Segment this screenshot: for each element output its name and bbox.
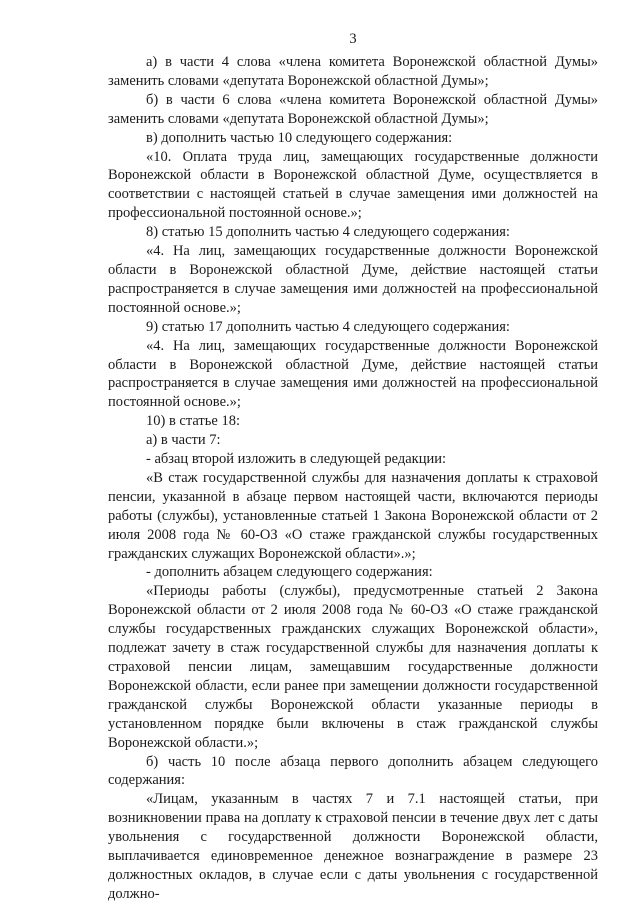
paragraph-quote-reward: «Лицам, указанным в частях 7 и 7.1 настоящей статьи, при возникновении права на доплату к страховой пенсии в течение двух лет с даты увольнения с государственной должности Воронежской области, выплачивается единовременное денежное вознаграждение в размере 23 должностных окладов, в случае если с даты увольнения с государственной должно- [108, 791, 598, 902]
paragraph-item-8: 8) статью 15 дополнить частью 4 следующего содержания: [146, 224, 510, 241]
page-number: 3 [349, 31, 357, 47]
paragraph-quote-art17: «4. На лиц, замещающих государственные должности Воронежской области в Воронежской областной Думе, действие настоящей статьи распространяется в случае замещения ими должностей на профессиональной постоянной основе.»; [108, 337, 598, 411]
paragraph-quote-art15: «4. На лиц, замещающих государственные должности Воронежской области в Воронежской областной Думе, действие настоящей статьи распространяется в случае замещения ими должностей на профессиональной постоянной основе.»; [108, 243, 598, 316]
paragraph-item-4b: б) в части 6 слова «члена комитета Воронежской областной Думы» заменить словами «депутата Воронежской областной Думы»; [108, 91, 598, 127]
document-body [108, 53, 598, 904]
paragraph-dash-2: - дополнить абзацем следующего содержания: [146, 564, 433, 581]
paragraph-item-4a: а) в части 4 слова «члена комитета Воронежской областной Думы» заменить словами «депутата Воронежской областной Думы»; [108, 54, 598, 89]
paragraph-quote-stazh: «В стаж государственной службы для назначения доплаты к страховой пенсии, указанной в абзаце первом настоящей части, включаются периоды работы (службы), установленные статьей 1 Закона Воронежской области от 2 июля 2008 года № 60-ОЗ «О стаже гражданской службы государственных гражданских служащих Воронежской области».»; [108, 469, 598, 562]
paragraph-item-9: 9) статью 17 дополнить частью 4 следующего содержания: [146, 318, 510, 335]
paragraph-dash-1: - абзац второй изложить в следующей редакции: [146, 451, 447, 468]
paragraph-item-4c: в) дополнить частью 10 следующего содержания: [146, 129, 453, 146]
document-page [108, 0, 598, 905]
paragraph-item-10b: б) часть 10 после абзаца первого дополнить абзацем следующего содержания: [108, 753, 598, 789]
paragraph-item-10: 10) в статье 18: [146, 413, 240, 430]
paragraph-item-10a: а) в части 7: [146, 432, 221, 449]
paragraph-quote-part10: «10. Оплата труда лиц, замещающих государственные должности Воронежской области в Воронежской областной Думе, осуществляется в соответствии с настоящей статьей в случае замещения ими должностей на профессиональной постоянной основе.»; [108, 148, 598, 222]
paragraph-quote-periods: «Периоды работы (службы), предусмотренные статьей 2 Закона Воронежской области от 2 июля 2008 года № 60-ОЗ «О стаже гражданской службы государственных гражданских служащих Воронежской области», подлежат зачету в стаж государственной службы для назначения доплаты к страховой пенсии лицам, замещавшим государственные должности Воронежской области, если ранее при замещении должности государственной гражданской службы Воронежской области указанные периоды в установленном порядке были включены в стаж гражданской службы Воронежской области.»; [108, 583, 598, 751]
